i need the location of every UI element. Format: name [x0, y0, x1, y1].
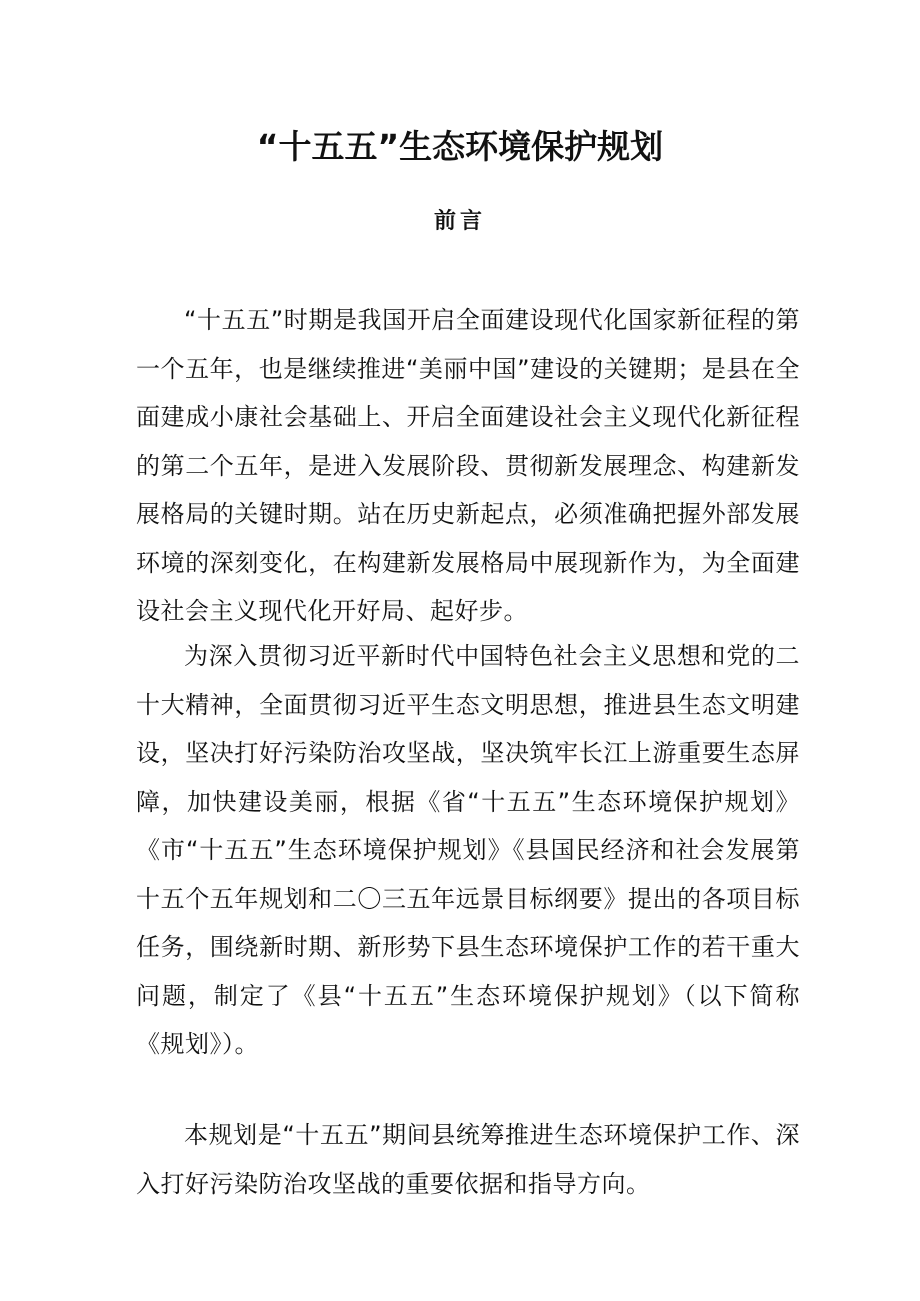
- paragraph-1: “十五五”时期是我国开启全面建设现代化国家新征程的第一个五年，也是继续推进“美丽中国”建设的关键期；是县在全面建成小康社会基础上、开启全面建设社会主义现代化新征程的第二个五年，是进入发展阶段、贯彻新发展理念、构建新发展格局的关键时期。站在历史新起点，必须准确把握外部发展环境的深刻变化，在构建新发展格局中展现新作为，为全面建设社会主义现代化开好局、起好步。: [136, 306, 800, 625]
- paragraph-2: 为深入贯彻习近平新时代中国特色社会主义思想和党的二十大精神，全面贯彻习近平生态文明思想，推进县生态文明建设，坚决打好污染防治攻坚战，坚决筑牢长江上游重要生态屏障，加快建设美丽，根据《省“十五五”生态环境保护规划》《市“十五五”生态环境保护规划》《县国民经济和社会发展第十五个五年规划和二〇三五年远景目标纲要》提出的各项目标任务，围绕新时期、新形势下县生态环境保护工作的若干重大问题，制定了《县“十五五”生态环境保护规划》（以下简称《规划》）。: [136, 642, 800, 1058]
- document-title: “十五五”生态环境保护规划: [256, 127, 664, 166]
- section-heading-preface: 前言: [433, 209, 486, 234]
- paragraph-3: 本规划是“十五五”期间县统筹推进生态环境保护工作、深入打好污染防治攻坚战的重要依据和指导方向。: [136, 1121, 800, 1198]
